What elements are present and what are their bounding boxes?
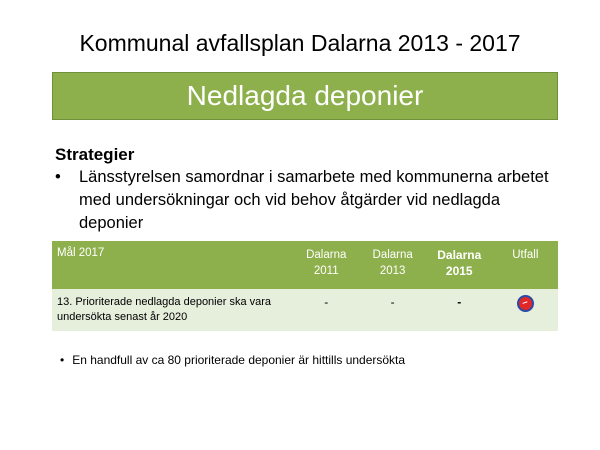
bullet-icon: •: [55, 168, 61, 186]
table-header-row: [52, 241, 558, 289]
goal-table: [52, 241, 558, 331]
outcome-cell: [493, 289, 558, 331]
red-status-circle-icon: [517, 295, 534, 312]
strategy-section: [55, 144, 555, 235]
strategy-heading: Strategier: [55, 145, 135, 164]
slide-title: Kommunal avfallsplan Dalarna 2013 - 2017: [79, 30, 521, 56]
strategy-bullet: [55, 166, 555, 235]
header-goal: Mål 2017: [57, 247, 105, 259]
strategy-bullet-text: Länsstyrelsen samordnar i samarbete med kommunerna arbetet med undersökningar och vid behov åtgärder vid nedlagda deponier: [79, 168, 549, 232]
note: [60, 352, 405, 368]
note-bullet-icon: •: [60, 353, 65, 367]
goal-cell: 13. Prioriterade nedlagda deponier ska vara undersökta senast år 2020: [57, 296, 272, 323]
value-2011-cell: -: [324, 295, 329, 309]
banner-title: Nedlagda deponier: [186, 80, 424, 111]
header-dalarna-2015: Dalarna 2015: [437, 248, 482, 278]
value-2015-cell: -: [457, 295, 462, 309]
value-2013-cell: -: [390, 295, 395, 309]
table-row: [52, 289, 558, 331]
header-dalarna-2011: Dalarna 2011: [306, 249, 347, 277]
header-dalarna-2013: Dalarna 2013: [372, 249, 413, 277]
section-banner: [52, 72, 558, 120]
note-text: En handfull av ca 80 prioriterade deponier är hittills undersökta: [72, 353, 406, 367]
header-outcome: Utfall: [512, 249, 539, 261]
